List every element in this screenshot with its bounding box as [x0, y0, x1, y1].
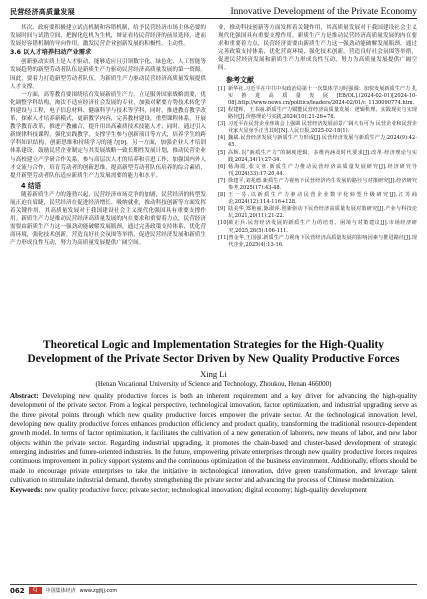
reference-item: [7] 徐建平,刘兆德.新质生产力视角下民营经济内生发展的路径与对策研究[J].经济研究参考,2025(17):43-48. — [218, 177, 417, 191]
affiliation: (Henan Vocational University of Science and Technology, Zhoukou, Henan 466000) — [95, 380, 332, 388]
keywords-label: Keywords: — [10, 486, 43, 495]
section-heading: 3.6 以人才培养扫动产业需求 — [10, 49, 92, 57]
reference-item: [8] 王一芬.以新质生产力驱动民营企业数字化转型升级研究[J].江苏商论,2024(12):114-116+128. — [218, 192, 417, 206]
reference-item: [3] 习近平在民营企业座谈会上强调 民营经济发展前景广阔大有可为 民营企业和民营企业家大显身手正当其时[N].人民日报,2025-02-18(1). — [218, 121, 417, 135]
paragraph: 其次，政府要积极建立试点机制和容错机制，给予民营经济市场主体必要的发展时间与试错空间，把握化危机为生机，辩证看待民营经济的前景选择，进而发展好容错机制的导向作用，激发民营企业创新发展的积极性、主动性。 — [10, 25, 206, 48]
english-abstract-block — [10, 339, 417, 496]
reference-list — [218, 86, 417, 249]
header-section-en: Innovative Development of the Private Economy — [230, 7, 417, 17]
reference-item: [9] 陆美华,郑艳丽,陈淑萍.创新驱动下民营经济高质量发展对策研究[J].产业与科技论坛,2021,20(11):21-22. — [218, 206, 417, 220]
reference-item: [4] 魏斌.民营经济发展与新质生产力形成[J].民营经济发展与新质生产力,2024(9):42-45. — [218, 135, 417, 149]
header-section-cn: 民营经济高质量发展 — [10, 8, 75, 16]
reference-item: [1] 新华社.习近平在中共中央政治局第十一次集体学习时强调：加快发展新质生产力 扎实推进高质量发展[EB/OL].(2024-02-01)[2024-10-08].http://www.news.cn/politics/leaders/2024-02/01/c_1130090774.htm. — [218, 85, 417, 106]
paragraph: 业，推动科技创新等方面发挥着关键作用，其高质量发展对于我国建设社会主义现代化强国具有重要支撑作用。新质生产力是推动民营经济高质量发展的内在要求和重要着力点，民营经济需要由新质生产力这一强劲动能破解发展瓶颈，通过完善政策支持体系，优化营商环境，强化技术创新，营造良好社会氛围等举措，促进民营经济发展和新质生产力形成良性互动，努力为高质量发展提供广阔空间。 — [218, 25, 417, 72]
paragraph: 随着新质生产力的蓬勃兴起，民营经济市场竞争的加剧，民营经济的转型发展正迫在眉睫，民营经济在促进经济增长、吸纳就业，推动科技创新等方面发挥着关键作用，其高质量发展对于我国建设社会主义现代化强国具有重要支撑作用。新质生产力是推动民营经济高质量发展的内在要求和重要着力点，民营经济需要由新质生产力这一强劲动能破解发展瓶颈，通过完善政策支持体系，优化营商环境，强化技术创新，营造良好社会氛围等举措，促进民营经济发展和新质生产力形成良性互动，努力为高质量发展提供广阔空间。 — [10, 191, 206, 247]
abstract — [10, 392, 417, 485]
reference-item: [6] 杨海霞,张文亚.新质生产力推动民营经济高质量发展研究[J].经济研究导刊,2024(33):17-20,44. — [218, 163, 417, 177]
journal-website: www.zgjtjj.com — [79, 587, 118, 594]
abstract-text: Developing new quality productive forces is both an inherent requirement and a key driver for advancing the high-quality development of the private sector. From a logical perspective, technological innovation, factor optimization, and industrial upgrading serve as the three pivotal points through which new quality productive forces empower the private sector. At the technological innovation level, developing new quality productive forces enhances production efficiency and product quality, transforming the traditional resource-dependent growth model. In terms of factor optimization, it facilitates the cultivation of a new generation of laborers, new means of labor, and new labor objects within the private sector. Regarding industrial upgrading, it promotes the chain-based and cluster-based development of strategic emerging industries and future-oriented industries. In the future, empowering private enterprises through new quality productive forces requires continuous improvement in policy support systems and the continuous optimization of the business environment. Additionally, efforts should be made to encourage private enterprises to take the initiative in technological innovation, drive green transformation, and leverage talent cultivation to stimulate industrial demand, thereby strengthening the private sector and advancing the process of Chinese modernization. — [10, 392, 417, 485]
keywords — [10, 486, 417, 495]
left-column — [10, 24, 206, 248]
journal-name: 中国集体经济 — [45, 588, 76, 594]
abstract-label: Abstract: — [10, 392, 39, 400]
reference-item: [5] 高辉.以“新质生产力”的制度逻辑，多维内涵及时代要求[J].改革·经济理论与实践,2024,34(1):27-34. — [218, 149, 417, 163]
reference-item: [2] 程建辉，王书丽.新质生产力赋能民营经济高质量发展：逻辑机理、实践现实与实现路径[J].价格理论与实践,2024(10):21-26+78. — [218, 106, 417, 121]
english-title: Theoretical Logic and Implementation Strategies for the High-Quality Development of the Private Sector Driven by New Quality Productive Forces — [27, 339, 400, 365]
references-heading: 参考文献 — [226, 75, 254, 84]
author: Xing Li — [200, 369, 227, 379]
paragraph: 创新驱动实质上是人才驱动，能够适应且引领数字化、绿色化、人工智能等发展趋势的新型劳动者队伍是新质生产力驱动民营经济高质量发展的第一资源。因此，要着力打造新型劳动者队伍，为新质生产力驱动民营经济高质量发展提供人才支撑。 — [10, 59, 206, 90]
running-header — [10, 5, 417, 17]
header-divider — [10, 18, 417, 19]
keywords-text: new quality productive force; private sector; technological innovation; digital economy; high-quality development — [42, 486, 367, 495]
right-column — [218, 24, 417, 249]
paragraph: 一方面，高等教育要围绕培育发展新质生产力，立足服务国家战略需要，优化调整学科结构，淘汰不适应经济社会发展的专业，加强对紧要方势技术转化学科建设与工程，电子信息材料、健康科学与技术等学科，同时，推进教育教学改革，探索人才培养新模式，更新教学内容，完善教材建设，重塑课程体系，开展教学教育改革，推进产教融合，提升用出高素质技术技能人才；同时，通过引入新规律科技课程，强化实践教学，支撑学生参与创新项目等方式，培养学生的跨学科知识结构，创新思维和持续学习的能力[9]。另一方面，加强企业人才培训体系建设，鼓励民营企业制定与其发展战略一致长期性发展计划，推动民营企业与高校建立产学研合作关系，参与高层次人才的培养和引进工作，加强国内外人才交流与合作，培育劳动者的创新思维，提高新型劳动者队伍培养的综合素质，提升新型劳动者队伍适应新质生产力发展需要的能力和水平。 — [10, 91, 206, 179]
page-number: 062 — [10, 586, 25, 595]
page-footer — [10, 584, 417, 596]
reference-item: [10] 欧正兵.民营经济发展的新质生产力的培育、困境与对策建议[J].市场经济研究,2025,26(5):106-111. — [218, 220, 417, 234]
reference-item: [11] 曾金华,王国强.新质生产力视角下民营经济高质量发展的影响因素与推进路径[J].现代企业,2025(4):13-16. — [218, 234, 417, 248]
conclusion-heading: 4 结语 — [21, 181, 42, 190]
journal-logo: CJ — [29, 587, 42, 594]
